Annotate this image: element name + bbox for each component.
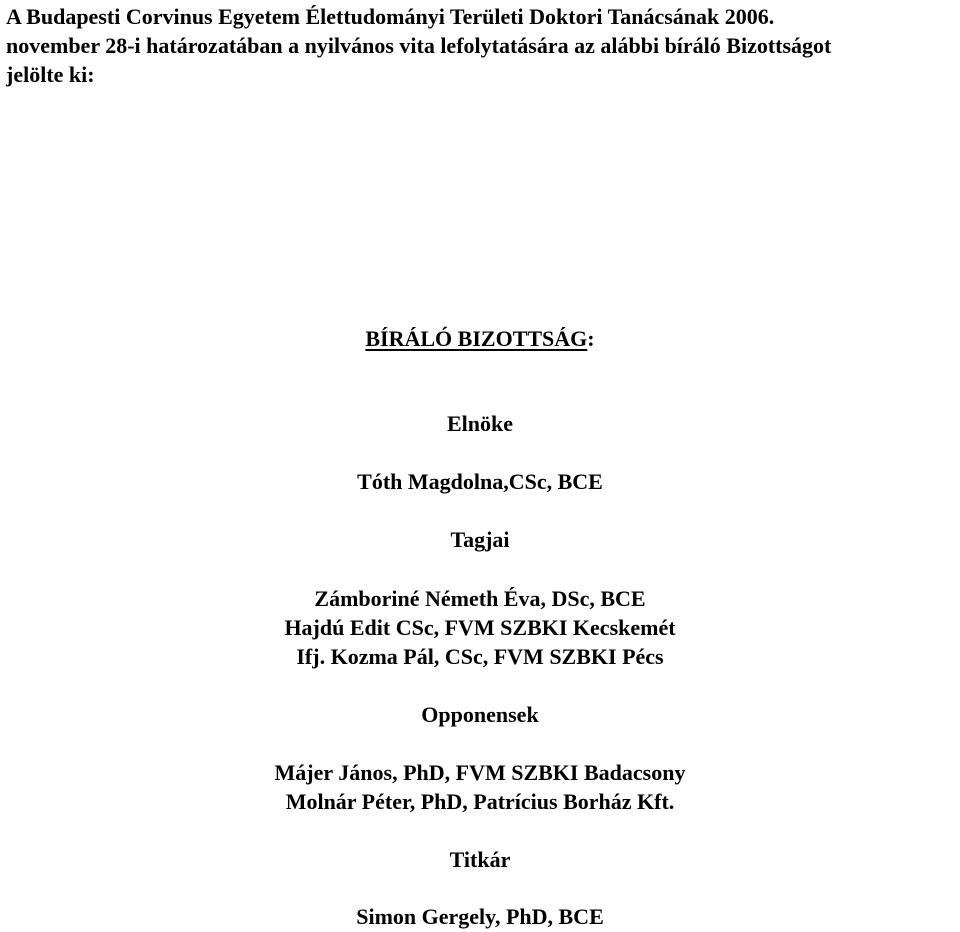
committee-heading-text: BÍRÁLÓ BIZOTTSÁG xyxy=(365,326,588,351)
chair-label: Elnöke xyxy=(446,411,514,436)
members-label: Tagjai xyxy=(450,527,510,552)
intro-paragraph xyxy=(6,2,956,89)
chair-name: Tóth Magdolna,CSc, BCE xyxy=(357,469,603,494)
opponent-item: Májer János, PhD, FVM SZBKI Badacsony xyxy=(274,760,686,785)
committee-heading-colon: : xyxy=(587,326,595,351)
secretary-label: Titkár xyxy=(449,847,511,872)
member-item: Zámboriné Németh Éva, DSc, BCE xyxy=(314,586,646,611)
secretary-name: Simon Gergely, PhD, BCE xyxy=(356,904,604,929)
member-item: Ifj. Kozma Pál, CSc, FVM SZBKI Pécs xyxy=(296,644,664,669)
opponents-label: Opponensek xyxy=(421,702,539,727)
intro-line-3: jelölte ki: xyxy=(6,62,95,87)
opponent-item: Molnár Péter, PhD, Patrícius Borház Kft. xyxy=(285,789,675,814)
committee-heading xyxy=(0,324,960,353)
intro-line-2: november 28-i határozatában a nyilvános vita lefolytatására az alábbi bíráló Bizottságot xyxy=(6,33,832,58)
member-item: Hajdú Edit CSc, FVM SZBKI Kecskemét xyxy=(284,615,676,640)
intro-line-1: A Budapesti Corvinus Egyetem Élettudományi Területi Doktori Tanácsának 2006. xyxy=(6,4,775,29)
